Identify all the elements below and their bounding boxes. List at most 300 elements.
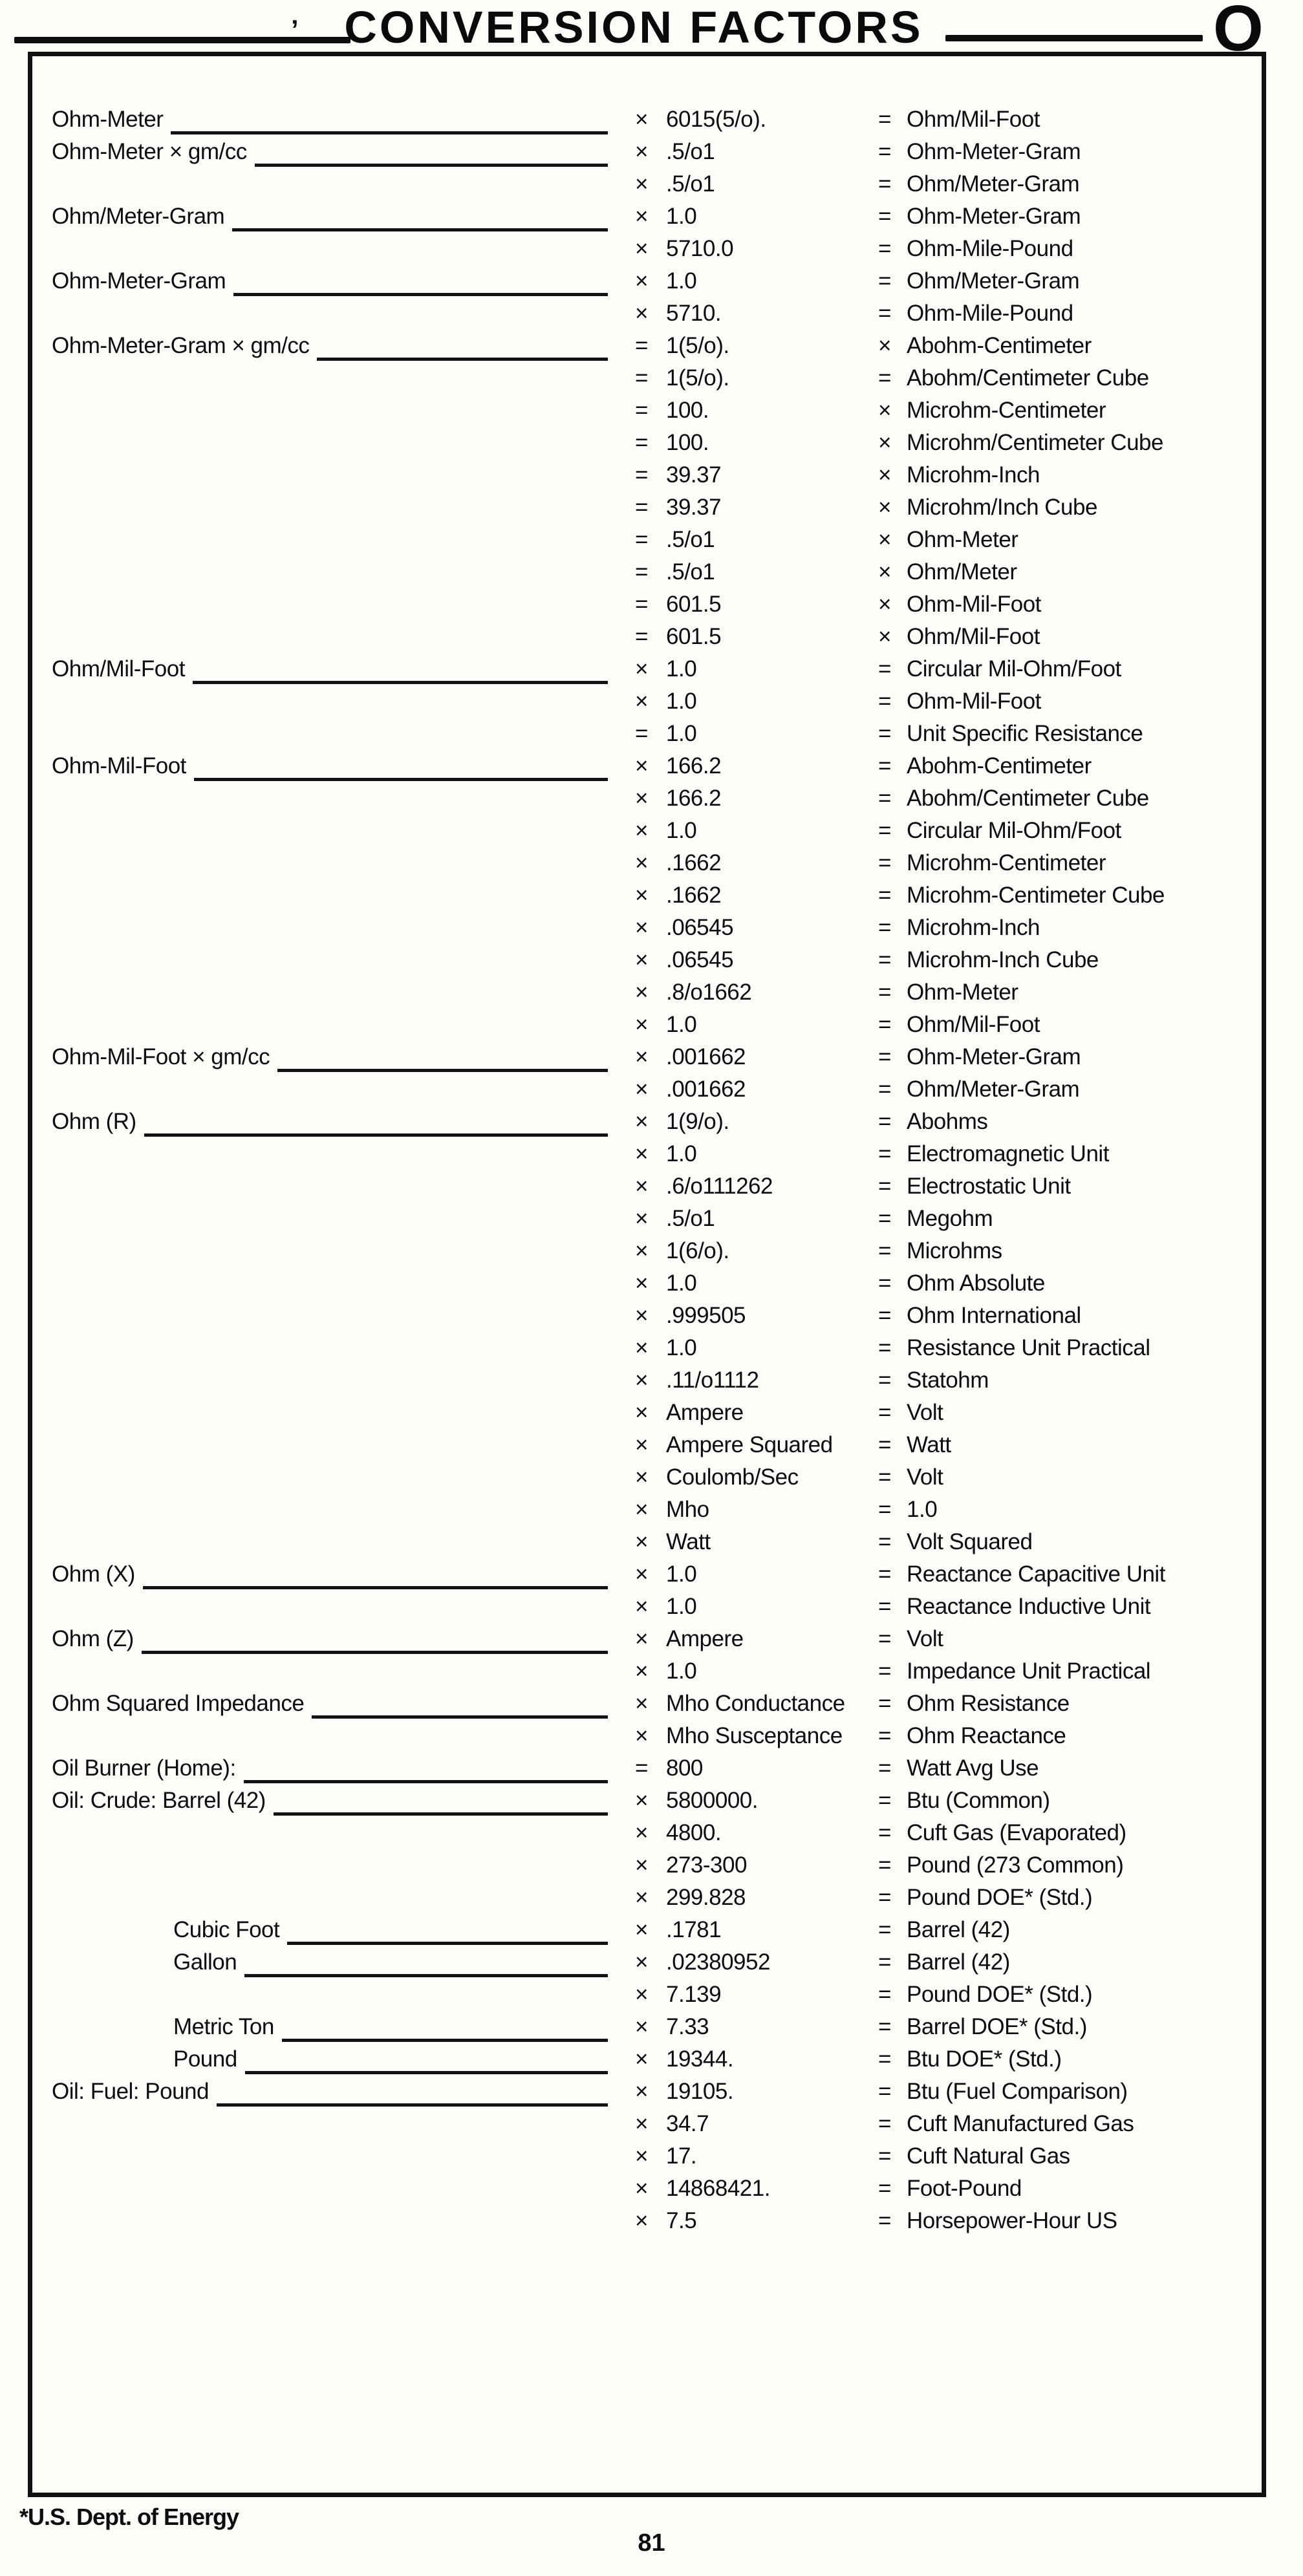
- row-operator-1: ×: [635, 1141, 648, 1166]
- row-value: 7.139: [666, 1982, 722, 2007]
- row-operator-1: ×: [635, 1174, 648, 1199]
- row-operator-2: =: [878, 1141, 891, 1166]
- row-label-group: [52, 2076, 609, 2108]
- table-row: [0, 1203, 1303, 1235]
- row-operator-1: ×: [635, 2079, 648, 2104]
- row-operator-1: ×: [635, 1820, 648, 1845]
- row-result: Pound (273 Common): [907, 1852, 1124, 1878]
- row-value: 5710.0: [666, 236, 734, 261]
- row-operator-2: =: [878, 2143, 891, 2169]
- leader-line: [194, 750, 608, 781]
- row-operator-2: =: [878, 915, 891, 940]
- table-row: [0, 621, 1303, 653]
- row-label-group: [173, 1914, 609, 1946]
- row-result: Ohm-Meter-Gram: [907, 204, 1081, 229]
- leader-line: [193, 653, 608, 684]
- row-operator-2: =: [878, 139, 891, 164]
- row-operator-2: =: [878, 1626, 891, 1651]
- table-row: [0, 524, 1303, 556]
- table-row: [0, 1170, 1303, 1203]
- leader-line: [312, 1688, 608, 1719]
- row-label: Ohm/Meter-Gram: [52, 204, 225, 229]
- row-operator-1: ×: [635, 1335, 648, 1360]
- row-value: 1.0: [666, 1658, 697, 1684]
- row-value: 1.0: [666, 721, 697, 746]
- row-operator-1: =: [635, 333, 648, 358]
- row-value: 100.: [666, 398, 709, 423]
- row-operator-1: ×: [635, 689, 648, 714]
- table-row: [0, 2011, 1303, 2043]
- table-row: [0, 233, 1303, 265]
- row-label: Oil Burner (Home):: [52, 1755, 236, 1781]
- table-row: [0, 556, 1303, 588]
- row-value: .8/o1662: [666, 980, 752, 1005]
- row-value: Ampere: [666, 1626, 744, 1651]
- row-operator-1: =: [635, 495, 648, 520]
- table-row: [0, 2076, 1303, 2108]
- row-operator-1: =: [635, 398, 648, 423]
- row-operator-2: =: [878, 1465, 891, 1490]
- row-operator-2: =: [878, 1238, 891, 1263]
- row-value: 34.7: [666, 2111, 709, 2136]
- table-row: [0, 136, 1303, 168]
- stray-mark: ’: [291, 14, 299, 45]
- table-row: [0, 718, 1303, 750]
- row-result: Pound DOE* (Std.): [907, 1982, 1093, 2007]
- row-value: 166.2: [666, 753, 722, 778]
- leader-line: [274, 1785, 608, 1816]
- leader-line: [232, 200, 608, 231]
- row-result: Microhm-Centimeter Cube: [907, 883, 1165, 908]
- table-row: [0, 168, 1303, 200]
- row-operator-2: =: [878, 1174, 891, 1199]
- row-value: 19344.: [666, 2046, 734, 2072]
- row-result: Ohm/Meter-Gram: [907, 1077, 1080, 1102]
- row-result: Microhms: [907, 1238, 1002, 1263]
- row-value: Ampere Squared: [666, 1432, 833, 1457]
- row-operator-2: =: [878, 1400, 891, 1425]
- row-operator-2: ×: [878, 592, 891, 617]
- row-operator-1: ×: [635, 1497, 648, 1522]
- row-operator-1: ×: [635, 1885, 648, 1910]
- row-operator-1: ×: [635, 1949, 648, 1975]
- row-result: Impedance Unit Practical: [907, 1658, 1151, 1684]
- row-operator-1: ×: [635, 1206, 648, 1231]
- table-row: [0, 1688, 1303, 1720]
- leader-line: [245, 2043, 608, 2074]
- table-row: [0, 2140, 1303, 2173]
- row-operator-1: =: [635, 559, 648, 585]
- table-row: [0, 944, 1303, 976]
- row-operator-1: ×: [635, 107, 648, 132]
- row-result: Resistance Unit Practical: [907, 1335, 1150, 1360]
- row-result: Barrel (42): [907, 1917, 1010, 1942]
- row-value: 1.0: [666, 1141, 697, 1166]
- row-operator-1: ×: [635, 786, 648, 811]
- table-row: [0, 362, 1303, 394]
- row-operator-1: ×: [635, 2046, 648, 2072]
- row-operator-1: =: [635, 527, 648, 552]
- row-operator-2: =: [878, 1594, 891, 1619]
- row-operator-1: ×: [635, 139, 648, 164]
- row-operator-2: =: [878, 1497, 891, 1522]
- row-label-group: [173, 1946, 609, 1979]
- table-row: [0, 1494, 1303, 1526]
- row-operator-2: =: [878, 1885, 891, 1910]
- row-label-group: [173, 2043, 609, 2076]
- row-result: Btu (Common): [907, 1788, 1050, 1813]
- table-row: [0, 685, 1303, 718]
- leader-line: [244, 1946, 608, 1977]
- row-operator-2: =: [878, 1788, 891, 1813]
- row-value: 1(6/o).: [666, 1238, 729, 1263]
- table-row: [0, 1009, 1303, 1041]
- section-tab-letter: O: [1213, 0, 1264, 65]
- leader-line: [255, 136, 608, 167]
- row-value: 1(5/o).: [666, 333, 729, 358]
- row-result: Microhm-Inch: [907, 462, 1040, 488]
- footnote: *U.S. Dept. of Energy: [19, 2504, 239, 2530]
- row-result: Ohm-Meter: [907, 527, 1018, 552]
- row-value: 39.37: [666, 462, 722, 488]
- row-operator-2: ×: [878, 624, 891, 649]
- row-operator-1: ×: [635, 1400, 648, 1425]
- row-result: Ohm International: [907, 1303, 1081, 1328]
- row-operator-2: =: [878, 1206, 891, 1231]
- row-operator-2: =: [878, 268, 891, 294]
- row-result: Watt Avg Use: [907, 1755, 1039, 1781]
- row-operator-1: ×: [635, 1562, 648, 1587]
- row-result: Circular Mil-Ohm/Foot: [907, 656, 1121, 682]
- row-operator-1: ×: [635, 2208, 648, 2233]
- table-row: [0, 653, 1303, 685]
- row-label-group: [52, 265, 609, 297]
- row-result: Ohm-Meter-Gram: [907, 139, 1081, 164]
- row-operator-2: =: [878, 1044, 891, 1069]
- row-operator-2: =: [878, 1303, 891, 1328]
- row-operator-1: ×: [635, 1982, 648, 2007]
- row-operator-1: ×: [635, 1238, 648, 1263]
- row-operator-2: =: [878, 365, 891, 391]
- table-row: [0, 1138, 1303, 1170]
- row-label-group: [52, 103, 609, 136]
- row-value: .001662: [666, 1044, 746, 1069]
- row-value: 1.0: [666, 268, 697, 294]
- leader-line: [277, 1041, 608, 1072]
- row-value: 14868421.: [666, 2176, 770, 2201]
- table-row: [0, 1558, 1303, 1591]
- leader-line: [317, 330, 608, 361]
- row-result: Ohm/Meter-Gram: [907, 268, 1080, 294]
- table-row: [0, 1267, 1303, 1300]
- row-label: Ohm (Z): [52, 1626, 134, 1651]
- row-operator-1: ×: [635, 883, 648, 908]
- row-value: 1.0: [666, 689, 697, 714]
- row-operator-2: =: [878, 204, 891, 229]
- row-operator-1: ×: [635, 1012, 648, 1037]
- row-value: Watt: [666, 1529, 711, 1554]
- row-label: Ohm-Meter: [52, 107, 164, 132]
- row-value: .5/o1: [666, 171, 715, 197]
- row-operator-1: ×: [635, 1044, 648, 1069]
- row-value: 1(9/o).: [666, 1109, 729, 1134]
- leader-line: [217, 2076, 608, 2107]
- row-operator-2: ×: [878, 398, 891, 423]
- row-value: .1662: [666, 883, 722, 908]
- table-row: [0, 297, 1303, 330]
- row-operator-2: ×: [878, 430, 891, 455]
- table-row: [0, 782, 1303, 815]
- row-label-group: [52, 1623, 609, 1655]
- row-value: Mho Susceptance: [666, 1723, 843, 1748]
- row-label-group: [52, 1785, 609, 1817]
- row-operator-1: =: [635, 1755, 648, 1781]
- row-value: 7.33: [666, 2014, 709, 2039]
- row-value: .5/o1: [666, 139, 715, 164]
- row-operator-2: ×: [878, 527, 891, 552]
- table-row: [0, 1849, 1303, 1882]
- row-operator-1: ×: [635, 1594, 648, 1619]
- row-result: Foot-Pound: [907, 2176, 1022, 2201]
- table-row: [0, 1946, 1303, 1979]
- row-operator-2: =: [878, 1691, 891, 1716]
- row-operator-2: =: [878, 1529, 891, 1554]
- row-operator-1: ×: [635, 1432, 648, 1457]
- row-result: Unit Specific Resistance: [907, 721, 1143, 746]
- row-operator-2: =: [878, 883, 891, 908]
- row-operator-1: ×: [635, 1852, 648, 1878]
- row-operator-1: ×: [635, 204, 648, 229]
- table-row: [0, 847, 1303, 879]
- row-operator-1: ×: [635, 268, 648, 294]
- table-row: [0, 1526, 1303, 1558]
- row-result: Cuft Natural Gas: [907, 2143, 1070, 2169]
- row-value: .999505: [666, 1303, 746, 1328]
- row-label-group: [173, 2011, 609, 2043]
- table-row: [0, 1655, 1303, 1688]
- row-result: Microhm/Centimeter Cube: [907, 430, 1163, 455]
- row-operator-2: =: [878, 2111, 891, 2136]
- row-operator-2: =: [878, 1982, 891, 2007]
- row-result: Abohms: [907, 1109, 988, 1134]
- row-operator-1: ×: [635, 656, 648, 682]
- row-value: 800: [666, 1755, 703, 1781]
- row-value: Coulomb/Sec: [666, 1465, 799, 1490]
- table-row: [0, 2205, 1303, 2237]
- row-operator-2: =: [878, 1271, 891, 1296]
- leader-line: [287, 1914, 608, 1945]
- table-row: [0, 1720, 1303, 1752]
- row-result: 1.0: [907, 1497, 938, 1522]
- table-row: [0, 1429, 1303, 1461]
- row-result: Reactance Inductive Unit: [907, 1594, 1151, 1619]
- row-operator-1: ×: [635, 2143, 648, 2169]
- row-operator-2: =: [878, 753, 891, 778]
- row-operator-2: ×: [878, 559, 891, 585]
- row-value: .1662: [666, 850, 722, 875]
- row-value: 601.5: [666, 592, 722, 617]
- row-operator-2: =: [878, 1368, 891, 1393]
- row-label: Ohm-Mil-Foot × gm/cc: [52, 1044, 270, 1069]
- row-result: Ohm Absolute: [907, 1271, 1045, 1296]
- row-label-group: [52, 653, 609, 685]
- row-result: Abohm-Centimeter: [907, 753, 1092, 778]
- row-operator-2: =: [878, 301, 891, 326]
- row-operator-2: =: [878, 1432, 891, 1457]
- row-operator-2: =: [878, 1723, 891, 1748]
- row-result: Ohm/Meter: [907, 559, 1017, 585]
- row-value: .11/o1112: [666, 1368, 759, 1393]
- row-result: Microhm-Inch: [907, 915, 1040, 940]
- row-label: Pound: [173, 2046, 237, 2072]
- table-row: [0, 1979, 1303, 2011]
- row-operator-1: ×: [635, 1691, 648, 1716]
- row-operator-2: =: [878, 171, 891, 197]
- row-result: Circular Mil-Ohm/Foot: [907, 818, 1121, 843]
- row-operator-1: ×: [635, 1788, 648, 1813]
- row-result: Barrel (42): [907, 1949, 1010, 1975]
- row-operator-2: =: [878, 947, 891, 972]
- row-result: Abohm/Centimeter Cube: [907, 365, 1149, 391]
- row-operator-1: ×: [635, 1529, 648, 1554]
- row-result: Watt: [907, 1432, 951, 1457]
- row-operator-1: ×: [635, 980, 648, 1005]
- row-result: Statohm: [907, 1368, 989, 1393]
- table-row: [0, 427, 1303, 459]
- row-operator-1: ×: [635, 171, 648, 197]
- table-row: [0, 330, 1303, 362]
- table-row: [0, 1817, 1303, 1849]
- row-value: 6015(5/o).: [666, 107, 766, 132]
- row-result: Btu DOE* (Std.): [907, 2046, 1062, 2072]
- table-row: [0, 1591, 1303, 1623]
- row-operator-2: =: [878, 2079, 891, 2104]
- row-operator-1: ×: [635, 1303, 648, 1328]
- row-operator-2: ×: [878, 495, 891, 520]
- row-value: 601.5: [666, 624, 722, 649]
- table-row: [0, 2043, 1303, 2076]
- row-operator-2: =: [878, 689, 891, 714]
- row-operator-1: =: [635, 430, 648, 455]
- row-result: Ohm/Mil-Foot: [907, 1012, 1040, 1037]
- row-label-group: [52, 136, 609, 168]
- row-operator-1: ×: [635, 850, 648, 875]
- row-operator-1: ×: [635, 1465, 648, 1490]
- row-value: 5800000.: [666, 1788, 758, 1813]
- table-row: [0, 976, 1303, 1009]
- row-operator-1: ×: [635, 1109, 648, 1134]
- table-row: [0, 912, 1303, 944]
- table-row: [0, 1332, 1303, 1364]
- leader-line: [142, 1623, 608, 1654]
- row-value: 273-300: [666, 1852, 747, 1878]
- table-row: [0, 1041, 1303, 1073]
- row-operator-2: =: [878, 1852, 891, 1878]
- row-label: Ohm-Meter-Gram × gm/cc: [52, 333, 310, 358]
- row-operator-2: =: [878, 2208, 891, 2233]
- row-operator-1: ×: [635, 753, 648, 778]
- table-row: [0, 1397, 1303, 1429]
- row-label-group: [52, 1688, 609, 1720]
- row-result: Ohm Reactance: [907, 1723, 1066, 1748]
- row-label: Metric Ton: [173, 2014, 274, 2039]
- row-result: Cuft Manufactured Gas: [907, 2111, 1134, 2136]
- row-operator-1: ×: [635, 2176, 648, 2201]
- row-result: Volt Squared: [907, 1529, 1033, 1554]
- row-operator-1: ×: [635, 1077, 648, 1102]
- row-label: Oil: Fuel: Pound: [52, 2079, 209, 2104]
- row-value: Mho: [666, 1497, 709, 1522]
- row-value: 299.828: [666, 1885, 746, 1910]
- row-operator-2: =: [878, 1077, 891, 1102]
- row-value: 5710.: [666, 301, 722, 326]
- row-label: Gallon: [173, 1949, 237, 1975]
- row-value: .1781: [666, 1917, 722, 1942]
- row-operator-1: ×: [635, 1723, 648, 1748]
- row-operator-1: ×: [635, 915, 648, 940]
- row-result: Microhm-Centimeter: [907, 398, 1106, 423]
- table-row: [0, 1882, 1303, 1914]
- leader-line: [244, 1752, 608, 1783]
- row-result: Volt: [907, 1626, 943, 1651]
- row-operator-1: ×: [635, 1917, 648, 1942]
- row-value: 4800.: [666, 1820, 722, 1845]
- row-result: Volt: [907, 1465, 943, 1490]
- row-result: Ohm-Mile-Pound: [907, 236, 1073, 261]
- row-operator-2: =: [878, 107, 891, 132]
- row-value: 100.: [666, 430, 709, 455]
- row-label-group: [52, 1041, 609, 1073]
- row-value: .5/o1: [666, 527, 715, 552]
- row-operator-2: =: [878, 1917, 891, 1942]
- row-value: 39.37: [666, 495, 722, 520]
- table-row: [0, 879, 1303, 912]
- row-operator-1: ×: [635, 947, 648, 972]
- row-operator-2: =: [878, 1562, 891, 1587]
- row-operator-2: ×: [878, 462, 891, 488]
- table-row: [0, 1364, 1303, 1397]
- row-operator-1: ×: [635, 1626, 648, 1651]
- row-result: Horsepower-Hour US: [907, 2208, 1117, 2233]
- row-result: Barrel DOE* (Std.): [907, 2014, 1087, 2039]
- table-row: [0, 2108, 1303, 2140]
- row-result: Microhm-Inch Cube: [907, 947, 1099, 972]
- row-operator-2: =: [878, 1755, 891, 1781]
- row-value: 17.: [666, 2143, 697, 2169]
- row-operator-1: =: [635, 365, 648, 391]
- row-operator-2: =: [878, 818, 891, 843]
- row-operator-2: =: [878, 1109, 891, 1134]
- row-result: Ohm-Meter-Gram: [907, 1044, 1081, 1069]
- row-value: .6/o111262: [666, 1174, 773, 1199]
- table-row: [0, 491, 1303, 524]
- row-label-group: [52, 200, 609, 233]
- row-result: Btu (Fuel Comparison): [907, 2079, 1128, 2104]
- row-operator-1: =: [635, 721, 648, 746]
- row-value: 1.0: [666, 204, 697, 229]
- leader-line: [171, 103, 608, 134]
- row-result: Ohm-Mile-Pound: [907, 301, 1073, 326]
- row-value: 1.0: [666, 1012, 697, 1037]
- row-label-group: [52, 1558, 609, 1591]
- row-result: Ohm/Mil-Foot: [907, 107, 1040, 132]
- row-operator-1: =: [635, 592, 648, 617]
- page-number: 81: [638, 2529, 665, 2557]
- row-result: Ohm-Meter: [907, 980, 1018, 1005]
- table-row: [0, 750, 1303, 782]
- title-rule-left: [14, 37, 350, 43]
- row-result: Microhm-Centimeter: [907, 850, 1106, 875]
